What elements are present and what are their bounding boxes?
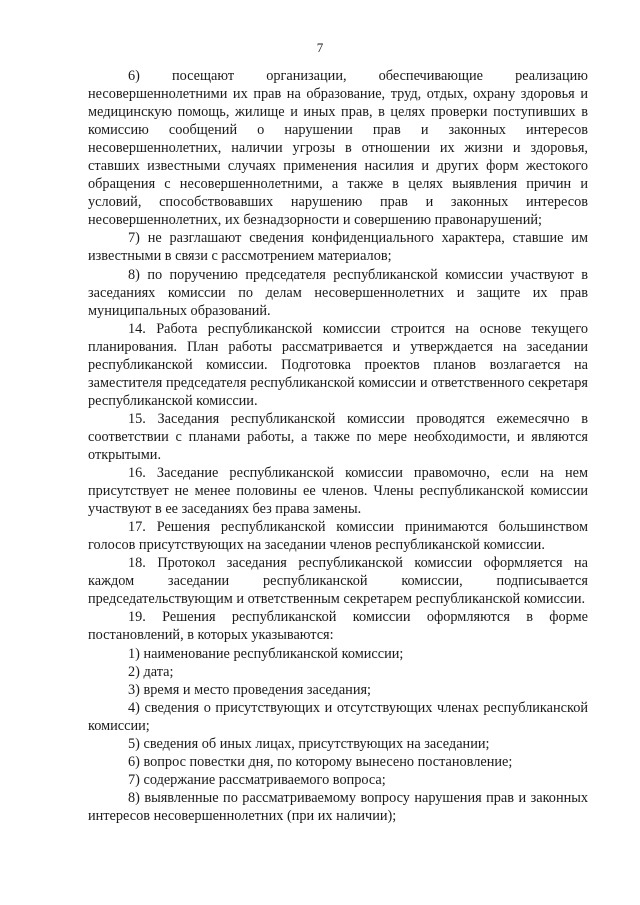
- paragraph-item-6-visits: 6) посещают организации, обеспечивающие реализацию несовершеннолетними их прав на образование, труд, отдых, охрану здоровья и медицинскую помощь, жилище и иных прав, в целях проверки поступивших в комиссию сообщений о нарушении прав и законных интересов несовершеннолетних, наличии угрозы в отношении их жизни и здоровья, ставших известными случаях применения насилия и других форм жестокого обращения с несовершеннолетними, а также в целях выявления причин и условий, способствовавших нарушению прав и законных интересов несовершеннолетних, их безнадзорности и совершению правонарушений;: [88, 68, 588, 229]
- paragraph-15-meetings: 15. Заседания республиканской комиссии проводятся ежемесячно в соответствии с планами работы, а также по мере необходимости, и являются открытыми.: [88, 410, 588, 463]
- document-body: [88, 67, 588, 825]
- list-item-1-name: 1) наименование республиканской комиссии;: [128, 645, 404, 662]
- list-item-2-date: 2) дата;: [128, 663, 174, 680]
- page-number: 7: [316, 40, 324, 55]
- list-item-6-agenda: 6) вопрос повестки дня, по которому вынесено постановление;: [128, 753, 513, 770]
- paragraph-17-decisions: 17. Решения республиканской комиссии принимаются большинством голосов присутствующих на заседании членов республиканской комиссии.: [88, 519, 588, 554]
- paragraph-16-quorum: 16. Заседание республиканской комиссии правомочно, если на нем присутствует не менее половины ее членов. Члены республиканской комиссии участвуют в ее заседаниях без права замены.: [88, 465, 588, 518]
- list-item-7-content: 7) содержание рассматриваемого вопроса;: [128, 771, 386, 788]
- paragraph-14-planning: 14. Работа республиканской комиссии строится на основе текущего планирования. План работы рассматривается и утверждается на заседании республиканской комиссии. Подготовка проектов планов возлагается на заместителя председателя республиканской комиссии и ответственного секретаря республиканской комиссии.: [88, 320, 588, 409]
- paragraph-19-resolutions: 19. Решения республиканской комиссии оформляются в форме постановлений, в которых указываются:: [88, 609, 588, 644]
- list-item-8-violations: 8) выявленные по рассматриваемому вопросу нарушения прав и законных интересов несовершеннолетних (при их наличии);: [88, 789, 588, 824]
- list-item-4-members: 4) сведения о присутствующих и отсутствующих членах республиканской комиссии;: [88, 699, 588, 734]
- paragraph-item-8-participation: 8) по поручению председателя республиканской комиссии участвуют в заседаниях комиссии по делам несовершеннолетних и защите их прав муниципальных образований.: [88, 266, 588, 319]
- list-item-3-time-place: 3) время и место проведения заседания;: [128, 681, 372, 698]
- paragraph-item-7-confidentiality: 7) не разглашают сведения конфиденциального характера, ставшие им известными в связи с рассмотрением материалов;: [88, 230, 588, 265]
- paragraph-18-protocol: 18. Протокол заседания республиканской комиссии оформляется на каждом заседании республиканской комиссии, подписывается председательствующим и ответственным секретарем республиканской комиссии.: [88, 555, 588, 608]
- list-item-5-other-persons: 5) сведения об иных лицах, присутствующих на заседании;: [128, 735, 490, 752]
